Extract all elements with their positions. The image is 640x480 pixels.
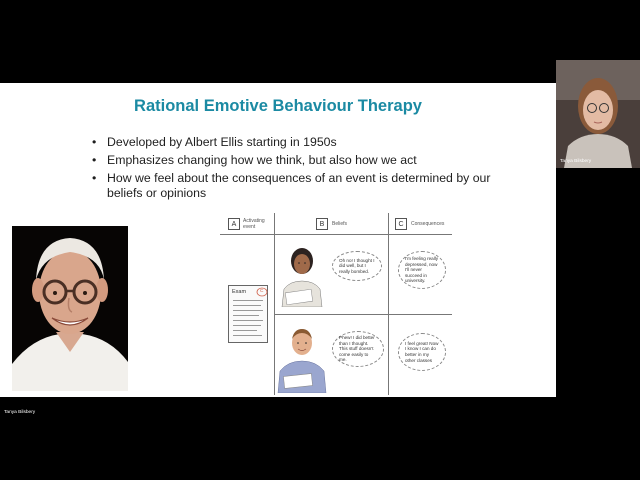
bullet-item: • Developed by Albert Ellis starting in 1950s [92, 135, 492, 150]
exam-paper [228, 285, 268, 343]
bullet-item: • How we feel about the consequences of an event is determined by our beliefs or opinions [92, 171, 492, 201]
albert-ellis-photo [12, 226, 128, 391]
bullet-list [92, 135, 492, 204]
belief-bubble-1: Oh no! I thought I did well, but I really bombed. [332, 251, 382, 281]
column-a-label: Activating event [243, 218, 265, 230]
consequence-bubble-2: I feel great! Now I know I can do better in my other classes [398, 333, 446, 371]
bullet-item: • Emphasizes changing how we think, but also how we act [92, 153, 492, 168]
participant-name: Tanya Bilsbery [560, 159, 592, 164]
column-c-label: Consequences [411, 221, 445, 227]
belief-bubble-2: Phew! I did better than I thought. This stuff doesn't come easily to me. [332, 331, 384, 367]
exam-grade: C [260, 289, 264, 294]
presenter-name-label: Tanya Bilsbery [4, 410, 36, 415]
column-a-letter: A [228, 218, 240, 230]
presentation-slide [0, 83, 556, 397]
participant-video-tile[interactable] [556, 60, 640, 168]
consequence-bubble-1: I'm feeling really depressed, now I'll never succeed in university. [398, 251, 446, 289]
portrait-icon [12, 226, 128, 391]
abc-model-diagram [220, 213, 452, 395]
slide-title: Rational Emotive Behaviour Therapy [134, 97, 422, 115]
column-b-letter: B [316, 218, 328, 230]
exam-label: Exam [232, 289, 247, 295]
column-c-letter: C [395, 218, 407, 230]
anxious-student-figure [278, 241, 330, 307]
participant-video-icon [556, 60, 640, 168]
column-b-label: Beliefs [332, 221, 348, 227]
relieved-student-figure [276, 321, 332, 393]
